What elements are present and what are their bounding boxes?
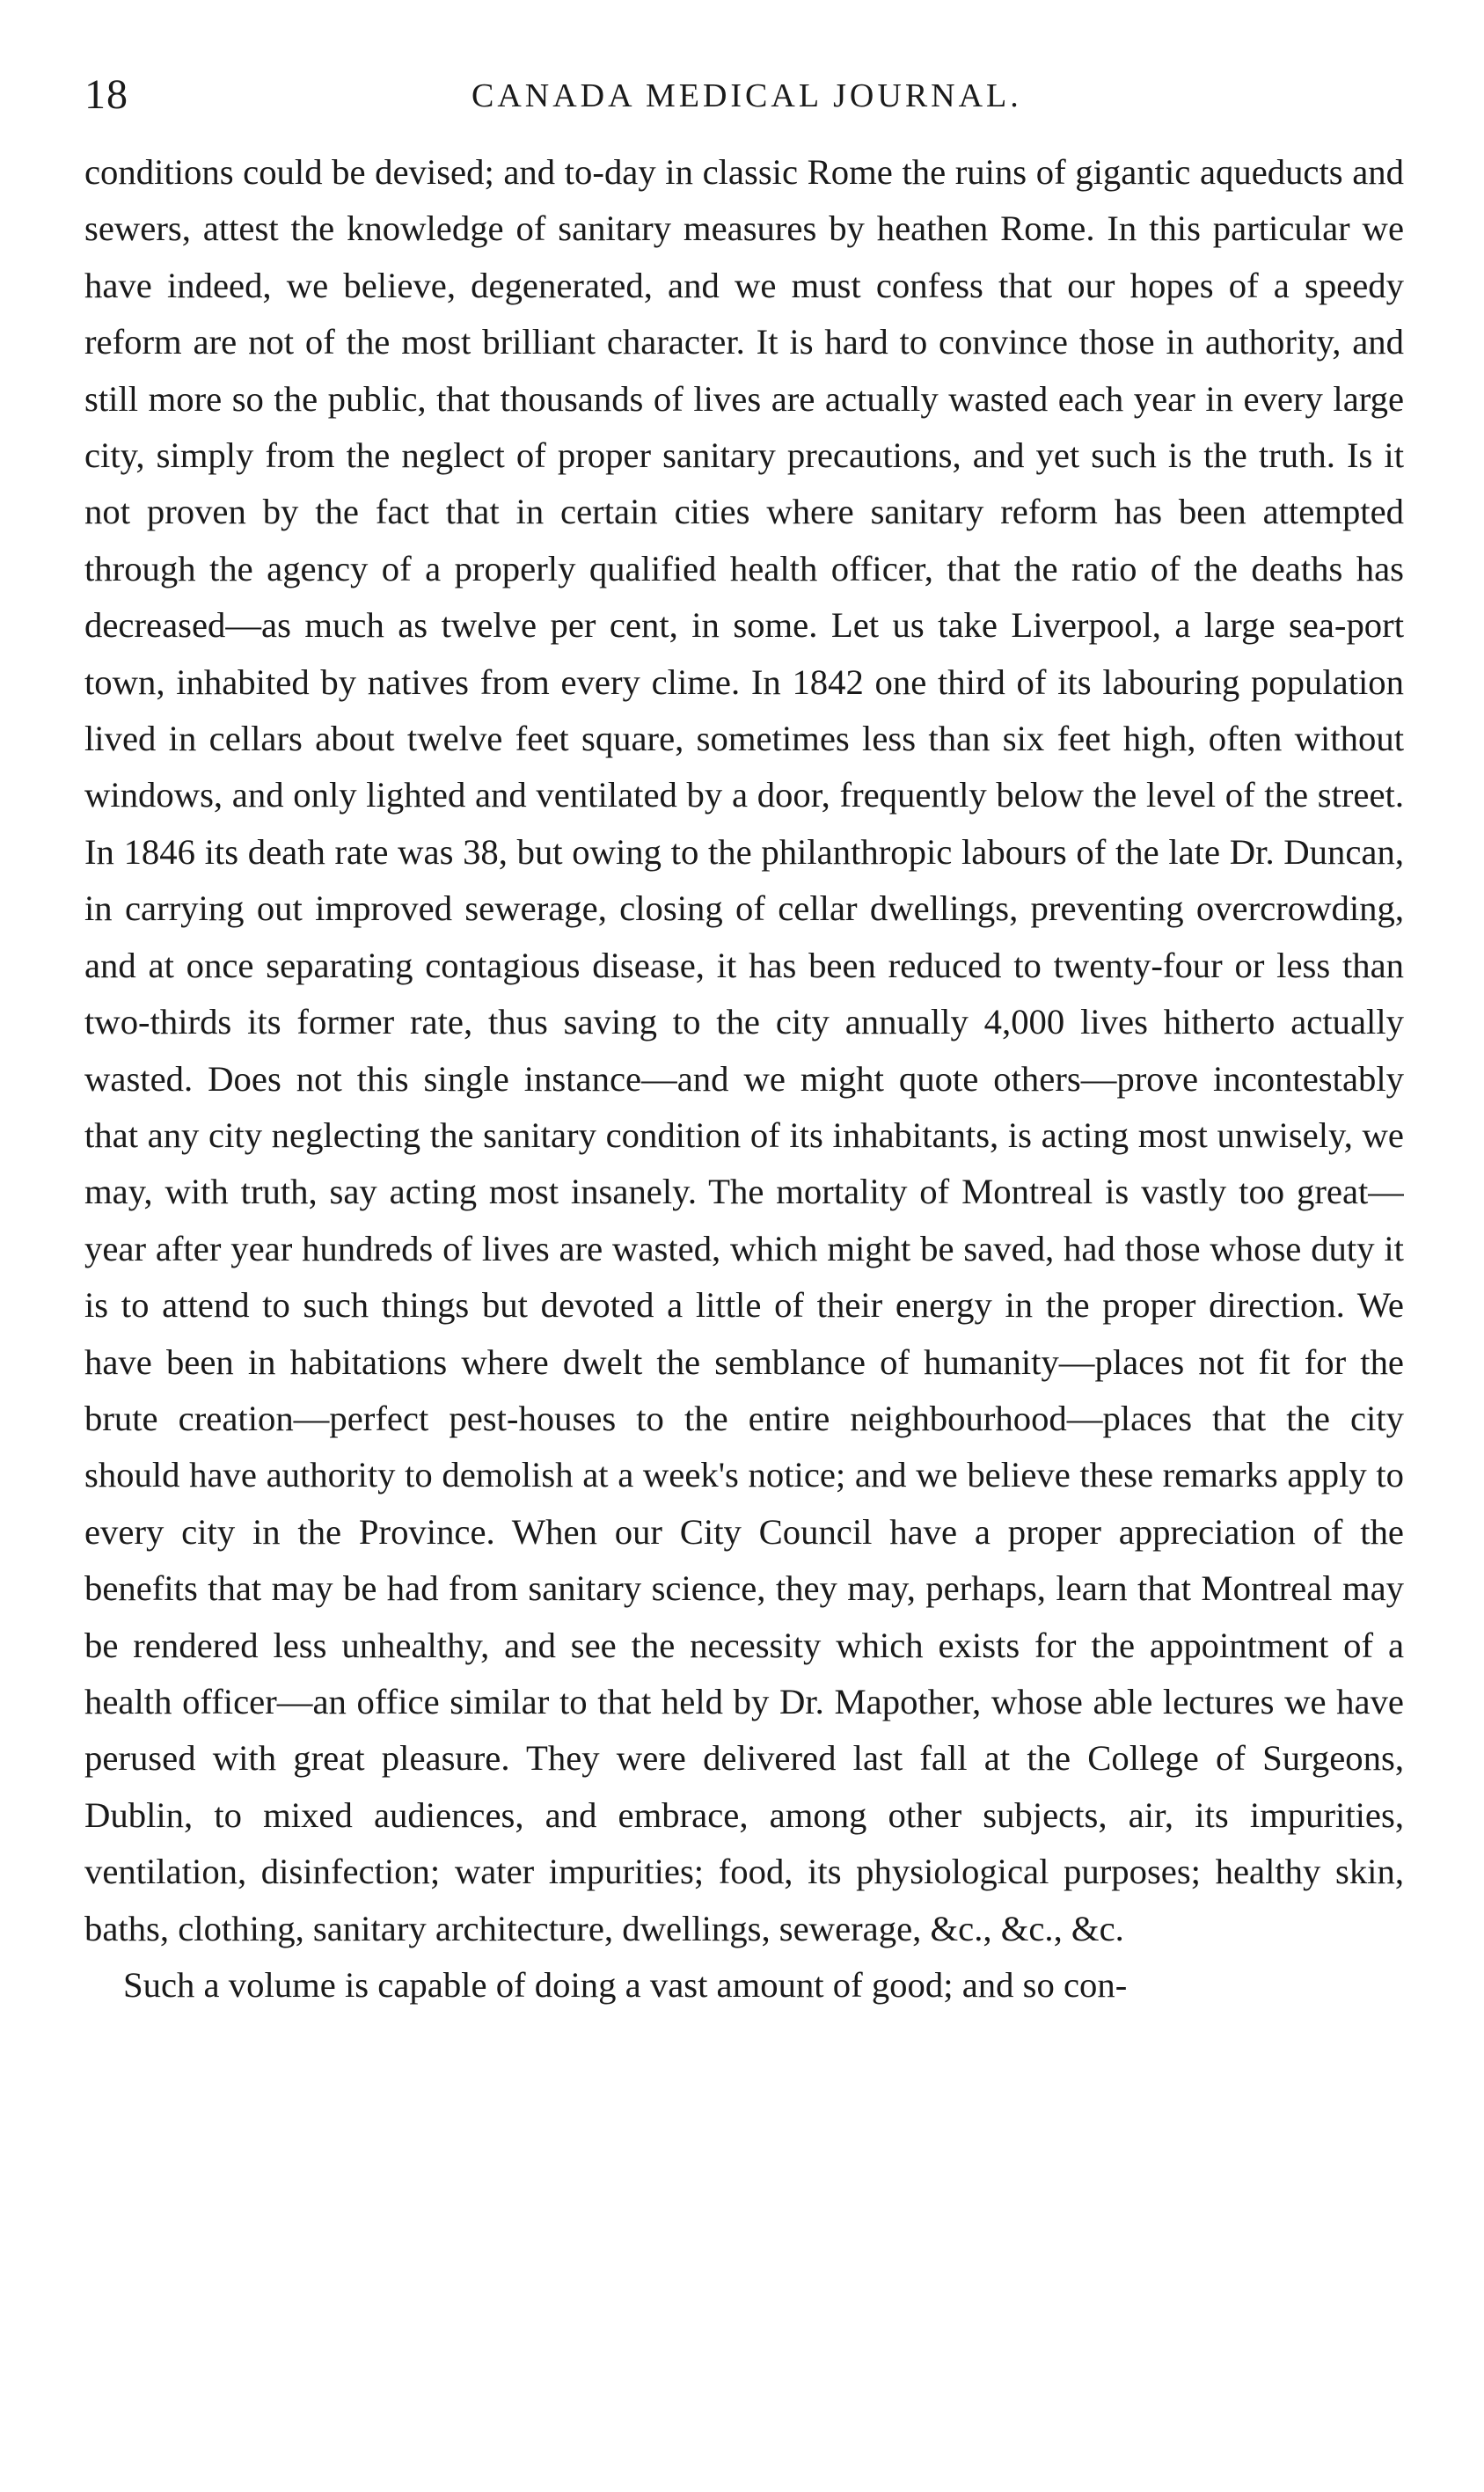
page-header <box>84 69 1404 121</box>
paragraph-volume-continued: Such a volume is capable of doing a vast amount of good; and so con- <box>123 1965 1128 2005</box>
paragraph-sanitary-reform: conditions could be devised; and to-day in classic Rome the ruins of gigantic aqueducts and sewers, attest the knowledge of sanitary measures by heathen Rome. In this particular we have indeed, we believe, degenerated, and we must confess that our hopes of a speedy reform are not of the most brilliant character. It is hard to convince those in authority, and still more so the public, that thousands of lives are actually wasted each year in every large city, simply from the neglect of proper sanitary precautions, and yet such is the truth. Is it not proven by the fact that in certain cities where sanitary reform has been attempted through the agency of a properly qualified health officer, that the ratio of the deaths has decreased—as much as twelve per cent, in some. Let us take Liverpool, a large sea-port town, inhabited by natives from every clime. In 1842 one third of its labouring population lived in cellars about twelve feet square, sometimes less than six feet high, often without windows, and only lighted and ventilated by a door, frequently below the level of the street. In 1846 its death rate was 38, but owing to the philanthropic labours of the late Dr. Duncan, in carrying out improved sewerage, closing of cellar dwellings, preventing overcrowding, and at once separating contagious disease, it has been reduced to twenty-four or less than two-thirds its former rate, thus saving to the city annually 4,000 lives hitherto actually wasted. Does not this single instance—and we might quote others—prove incontestably that any city neglecting the sanitary condition of its inhabitants, is acting most unwisely, we may, with truth, say acting most insanely. The mortality of Montreal is vastly too great—year after year hundreds of lives are wasted, which might be saved, had those whose duty it is to attend to such things but devoted a little of their energy in the proper direction. We have been in habitations where dwelt the semblance of humanity—places not fit for the brute creation—perfect pest-houses to the entire neighbourhood—places that the city should have authority to demolish at a week's notice; and we believe these remarks apply to every city in the Province. When our City Council have a proper appreciation of the benefits that may be had from sanitary science, they may, perhaps, learn that Montreal may be rendered less unhealthy, and see the necessity which exists for the appointment of a health officer—an office similar to that held by Dr. Mapother, whose able lectures we have perused with great pleasure. They were delivered last fall at the College of Surgeons, Dublin, to mixed audiences, and embrace, among other subjects, air, its impurities, ventilation, disinfection; water impurities; food, its physiological purposes; healthy skin, baths, clothing, sanitary architecture, dwellings, sewerage, &c., &c., &c. <box>84 152 1404 1948</box>
page-number: 18 <box>84 71 128 118</box>
article-body <box>84 144 1404 2449</box>
running-head: CANADA MEDICAL JOURNAL. <box>472 77 1022 114</box>
